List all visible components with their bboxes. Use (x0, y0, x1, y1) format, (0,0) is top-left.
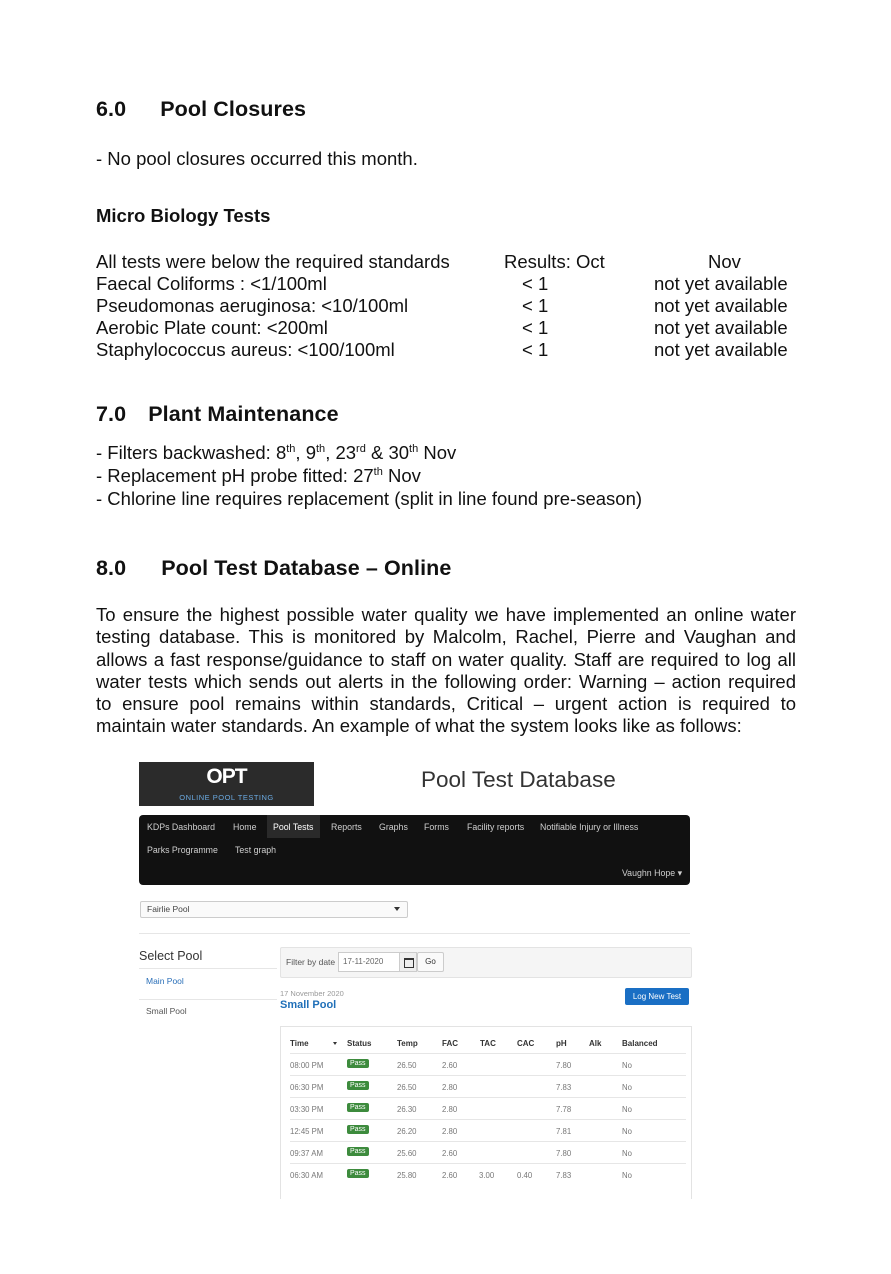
micro-row-oct: < 1 (522, 339, 549, 360)
cell-fac: 2.80 (442, 1127, 458, 1136)
filter-label: Filter by date (286, 957, 336, 967)
text: - Replacement pH probe fitted: 27 (96, 465, 374, 486)
tests-table (280, 1026, 692, 1199)
text: 8 (275, 442, 287, 463)
date-input[interactable] (338, 952, 400, 972)
date-value: 17-11-2020 (343, 957, 384, 966)
text: , 23 (325, 442, 357, 463)
cell-ph: 7.80 (556, 1149, 572, 1158)
text: Nov (382, 465, 421, 486)
superscript: th (286, 443, 296, 455)
cell-balanced: No (622, 1127, 632, 1136)
col-cac: CAC (517, 1039, 535, 1048)
micro-heading: Micro Biology Tests (96, 205, 271, 226)
cell-temp: 25.60 (397, 1149, 417, 1158)
table-row[interactable] (290, 1075, 686, 1098)
side-pool-main[interactable] (139, 968, 277, 989)
section-number: 6.0 (96, 97, 127, 121)
micro-row-label: All tests were below the required standards (96, 251, 450, 272)
cell-balanced: No (622, 1083, 632, 1092)
col-time[interactable]: Time (290, 1039, 309, 1048)
user-menu[interactable] (622, 868, 682, 879)
text: & 30 (365, 442, 410, 463)
caret-down-icon: ▾ (677, 868, 682, 878)
cell-temp: 26.50 (397, 1083, 417, 1092)
micro-row-nov: not yet available (654, 295, 788, 316)
section-number: 7.0 (96, 402, 127, 426)
paragraph-line: testing database. This is monitored by Malcolm, Rachel, Pierre and Vaughan and (96, 626, 796, 648)
cell-balanced: No (622, 1061, 632, 1070)
filter-bar (280, 947, 692, 978)
cell-fac: 2.60 (442, 1171, 458, 1180)
text: - Filters backwashed: (96, 442, 276, 463)
paragraph-line: allows a fast response/guidance to staff on water quality. Staff are required to log all (96, 648, 796, 670)
probe-line (96, 465, 421, 487)
logo-mark: OPT (206, 765, 247, 788)
cell-temp: 26.30 (397, 1105, 417, 1114)
pool-test-database-screenshot (139, 762, 691, 1198)
calendar-icon[interactable] (399, 952, 417, 972)
caret-down-icon (394, 907, 400, 911)
micro-row-nov: not yet available (654, 339, 788, 360)
cell-fac: 2.60 (442, 1061, 458, 1070)
nav-facility-reports[interactable]: Facility reports (467, 822, 525, 832)
nav-notifiable-injury[interactable]: Notifiable Injury or Illness (540, 822, 639, 832)
main-navbar (139, 815, 690, 885)
superscript: th (373, 466, 383, 478)
status-badge: Pass (347, 1125, 369, 1134)
cell-ph: 7.78 (556, 1105, 572, 1114)
superscript: th (316, 443, 326, 455)
pool-select[interactable] (140, 901, 408, 918)
col-fac: FAC (442, 1039, 458, 1048)
section-title: Pool Closures (160, 97, 307, 121)
status-badge: Pass (347, 1147, 369, 1156)
paragraph-line: maintain water standards. An example of what the system looks like as follows: (96, 715, 742, 737)
micro-row-oct: < 1 (522, 295, 549, 316)
cell-temp: 26.50 (397, 1061, 417, 1070)
cell-time: 06:30 AM (290, 1171, 323, 1180)
section-8-heading (96, 556, 451, 581)
cell-temp: 25.80 (397, 1171, 417, 1180)
closure-note: - No pool closures occurred this month. (96, 148, 418, 169)
status-badge: Pass (347, 1169, 369, 1178)
cell-temp: 26.20 (397, 1127, 417, 1136)
text: Nov (418, 442, 457, 463)
status-badge: Pass (347, 1081, 369, 1090)
col-tac: TAC (480, 1039, 496, 1048)
paragraph-line: to ensure pool remains within standards, Critical – urgent action is required to (96, 693, 796, 715)
micro-row-oct: < 1 (522, 273, 549, 294)
table-row[interactable] (290, 1163, 686, 1186)
app-title: Pool Test Database (421, 767, 616, 792)
side-pool-small[interactable] (139, 999, 277, 1020)
divider (139, 933, 690, 934)
micro-row-oct: Results: Oct (504, 251, 605, 272)
status-badge: Pass (347, 1059, 369, 1068)
cell-time: 03:30 PM (290, 1105, 324, 1114)
micro-row-nov: Nov (708, 251, 741, 272)
paragraph-line: To ensure the highest possible water quality we have implemented an online water (96, 604, 796, 625)
table-row[interactable] (290, 1119, 686, 1142)
cell-fac: 2.80 (442, 1083, 458, 1092)
col-temp: Temp (397, 1039, 418, 1048)
opt-logo[interactable] (139, 762, 314, 806)
pool-select-value: Fairlie Pool (147, 904, 190, 914)
chlorine-line: - Chlorine line requires replacement (split in line found pre-season) (96, 488, 643, 509)
backwash-line (96, 442, 456, 464)
cell-time: 08:00 PM (290, 1061, 324, 1070)
nav-graphs[interactable]: Graphs (379, 822, 408, 832)
cell-time: 09:37 AM (290, 1149, 323, 1158)
nav-test-graph[interactable]: Test graph (235, 845, 277, 855)
current-pool-name: Small Pool (280, 999, 337, 1011)
logo-text: ONLINE POOL TESTING (179, 793, 274, 802)
nav-forms[interactable]: Forms (424, 822, 449, 832)
micro-row-label: Staphylococcus aureus: <100/100ml (96, 339, 395, 360)
cell-fac: 2.60 (442, 1149, 458, 1158)
section-title: Pool Test Database – Online (161, 556, 452, 580)
cell-cac: 0.40 (517, 1171, 533, 1180)
nav-parks-programme[interactable]: Parks Programme (147, 845, 218, 855)
col-balanced: Balanced (622, 1039, 658, 1048)
nav-pool-tests[interactable]: Pool Tests (273, 822, 314, 832)
col-status: Status (347, 1039, 372, 1048)
superscript: rd (356, 443, 366, 455)
cell-ph: 7.80 (556, 1061, 572, 1070)
text: , 9 (295, 442, 316, 463)
cell-tac: 3.00 (479, 1171, 495, 1180)
section-6-heading (96, 97, 306, 122)
cell-ph: 7.83 (556, 1083, 572, 1092)
sort-caret-icon[interactable] (333, 1042, 337, 1045)
table-row[interactable] (290, 1141, 686, 1164)
col-ph: pH (556, 1039, 567, 1048)
cell-balanced: No (622, 1105, 632, 1114)
micro-row-label: Pseudomonas aeruginosa: <10/100ml (96, 295, 409, 316)
micro-row-oct: < 1 (522, 317, 549, 338)
section-7-heading (96, 402, 339, 427)
micro-row-label: Aerobic Plate count: <200ml (96, 317, 328, 338)
go-button[interactable]: Go (417, 952, 444, 972)
side-pool-label: Small Pool (146, 1006, 187, 1016)
micro-row-nov: not yet available (654, 317, 788, 338)
cell-balanced: No (622, 1171, 632, 1180)
log-new-test-button[interactable]: Log New Test (625, 988, 689, 1005)
side-pool-label: Main Pool (146, 976, 184, 986)
database-paragraph (96, 604, 796, 738)
section-title: Plant Maintenance (148, 402, 339, 426)
cell-ph: 7.81 (556, 1127, 572, 1136)
nav-reports[interactable]: Reports (331, 822, 362, 832)
cell-time: 12:45 PM (290, 1127, 324, 1136)
cell-time: 06:30 PM (290, 1083, 324, 1092)
select-pool-title: Select Pool (139, 949, 203, 963)
cell-fac: 2.80 (442, 1105, 458, 1114)
cell-ph: 7.83 (556, 1171, 572, 1180)
micro-row-label: Faecal Coliforms : <1/100ml (96, 273, 327, 294)
paragraph-line: water tests which sends out alerts in the following order: Warning – action required (96, 670, 796, 692)
cell-balanced: No (622, 1149, 632, 1158)
user-name: Vaughn Hope (621, 868, 676, 878)
table-row[interactable] (290, 1097, 686, 1120)
section-number: 8.0 (96, 556, 127, 580)
micro-row-nov: not yet available (654, 273, 788, 294)
col-alk: Alk (589, 1039, 602, 1048)
status-badge: Pass (347, 1103, 369, 1112)
nav-home[interactable]: Home (233, 822, 257, 832)
current-date: 17 November 2020 (280, 989, 344, 998)
superscript: th (409, 443, 419, 455)
nav-kdps-dashboard[interactable]: KDPs Dashboard (147, 822, 215, 832)
table-row[interactable] (290, 1053, 686, 1076)
